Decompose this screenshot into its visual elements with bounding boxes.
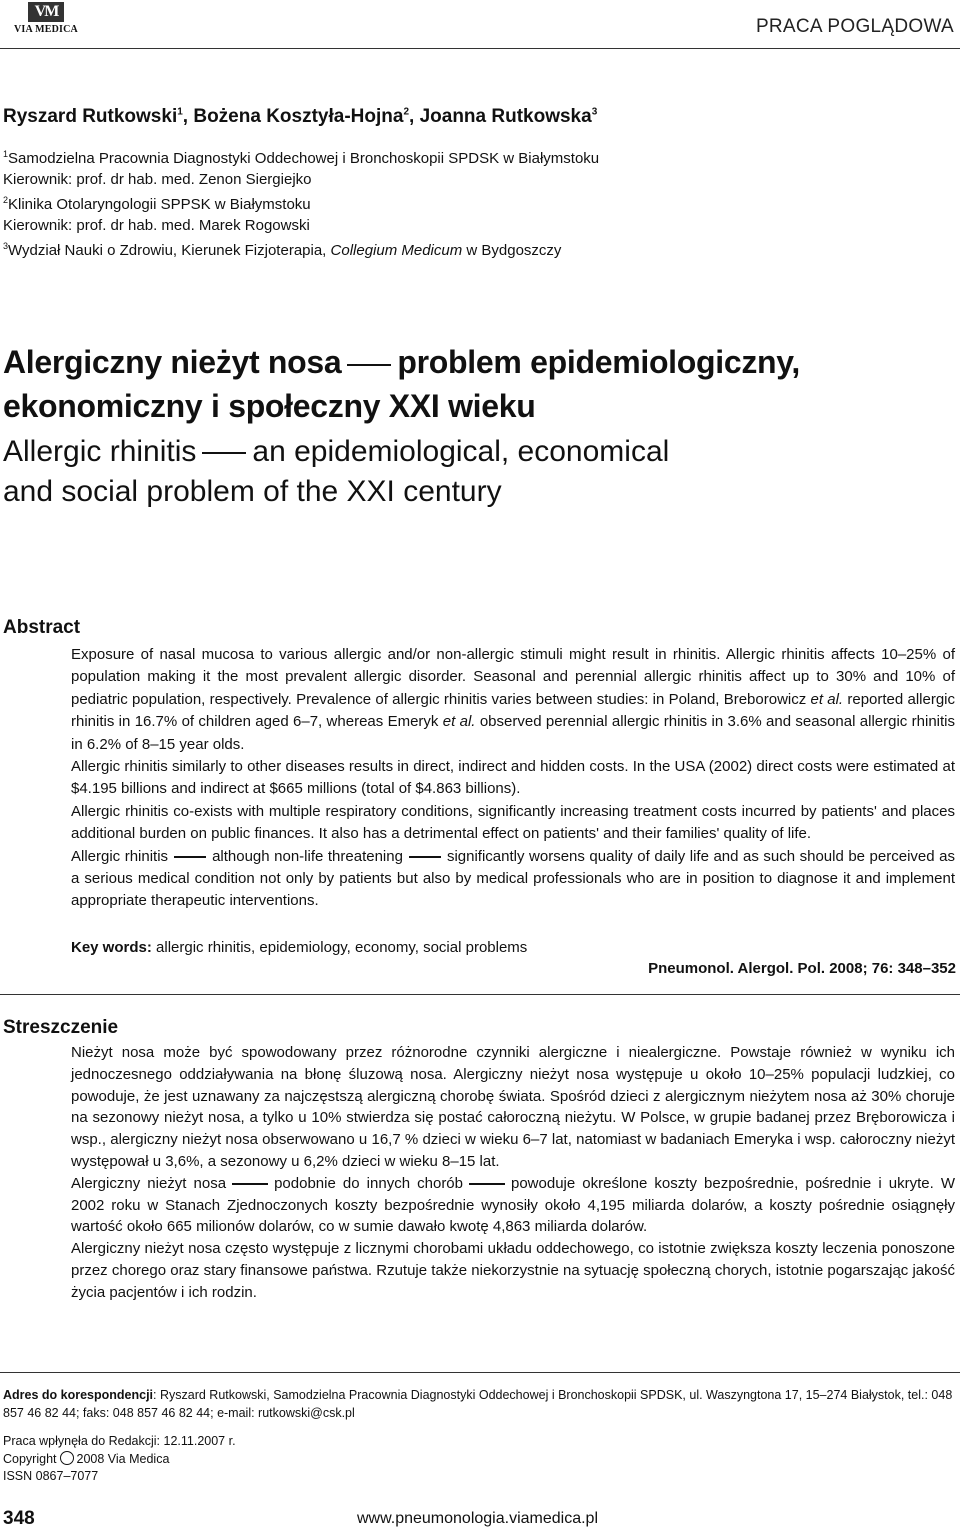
text-run: reported allergic rhinitis in 16.7% of children aged 6–7, whereas Emeryk	[71, 690, 955, 731]
copyright-line	[3, 1451, 236, 1469]
affil-sup: 2	[3, 195, 9, 205]
author-sup: 1	[177, 106, 183, 118]
correspondence-label: Adres do korespondencji	[3, 1388, 154, 1402]
title-en-line2: and social problem of the XXI century	[3, 475, 502, 508]
author-name: Bożena Kosztyła-Hojna	[193, 106, 404, 127]
title-english	[3, 432, 669, 512]
article-meta	[3, 1433, 236, 1486]
keywords	[71, 939, 527, 956]
logo-mark: VM	[28, 2, 64, 22]
title-pl-part: problem epidemiologiczny,	[397, 344, 801, 380]
text-run: significantly worsens quality of daily life and as such should be perceived as a serious medical condition not only by patients but also by medical professionals who are in position to diagnose it and implement appropriate therapeutic interventions.	[71, 847, 955, 910]
page-number: 348	[3, 1508, 35, 1529]
text-run: powoduje określone koszty bezpośrednie, pośrednie i ukryte. W 2002 roku w Stanach Zjednoczonych koszty bezpośrednie wynosiły około 4,195 miliarda dolarów, a koszty pośrednie osiągnęły wartość około 665 milionów dolarów, co w sumie dawało kwotę 4,863 miliarda dolarów.	[71, 1174, 956, 1236]
text-run: Allergic rhinitis	[71, 847, 169, 865]
keywords-label: Key words:	[71, 939, 152, 956]
title-polish	[3, 340, 800, 428]
section-rule	[0, 994, 960, 995]
text-italic: et al.	[442, 713, 476, 731]
text-run: Alergiczny nieżyt nosa	[71, 1174, 227, 1192]
text-run: Exposure of nasal mucosa to various allergic and/or non-allergic stimuli might result in rhinitis. Allergic rhinitis affects 10–25% of population making it the most prevalent allergic disorder. Seasonal and perennial allergic rhinitis affect up to 30% and 10% of pediatric population, respectively. Prevalence of allergic rhinitis varies between studies: in Poland, Breborowicz	[71, 646, 955, 708]
affil-sup: 3	[3, 241, 9, 251]
text-run: although non-life threatening	[212, 847, 403, 865]
affil-text: Klinika Otolaryngologii SPPSK w Białymstoku	[8, 196, 311, 213]
em-dash	[409, 856, 441, 858]
affil-text: Wydział Nauki o Zdrowiu, Kierunek Fizjoterapia,	[8, 242, 331, 259]
em-dash	[174, 856, 206, 858]
article-type-label: PRACA POGLĄDOWA	[755, 16, 954, 37]
affiliation-2	[3, 190, 599, 216]
via-medica-logo	[10, 2, 82, 38]
copyright-icon	[60, 1451, 74, 1465]
copyright-text: Copyright	[3, 1451, 57, 1466]
author-sep: ,	[182, 106, 194, 127]
affiliation-1	[3, 144, 599, 170]
correspondence-text: : Ryszard Rutkowski, Samodzielna Pracownia Diagnostyki Oddechowej i Bronchoskopii SPDSK, ul. Waszyngtona 17, 15–274 Białystok, tel.: 048 857 46 82 44; faks: 048 857 46 82 44; e-mail: rutkowski@csk.pl	[3, 1388, 953, 1420]
em-dash	[232, 1183, 268, 1185]
author-name: Joanna Rutkowska	[419, 106, 592, 127]
journal-citation: Pneumonol. Alergol. Pol. 2008; 76: 348–352	[648, 960, 956, 977]
title-pl-line2: ekonomiczny i społeczny XXI wieku	[3, 388, 536, 424]
author-name: Ryszard Rutkowski	[3, 106, 178, 127]
title-en-part: an epidemiological, economical	[252, 435, 670, 468]
issn: ISSN 0867–7077	[3, 1469, 99, 1483]
affiliation-2-head: Kierownik: prof. dr hab. med. Marek Rogowski	[3, 216, 310, 234]
abstract-body	[71, 644, 955, 913]
keywords-text: allergic rhinitis, epidemiology, economy, social problems	[151, 939, 528, 956]
summary-paragraph: Alergiczny nieżyt nosa często występuje z licznymi chorobami układu oddechowego, co istotnie zwiększa koszty leczenia ponoszone przez chorego oraz stary finansowe państwa. Rzutuje także niekorzystnie na sytuację społeczną chorych, istotnie pogarszając jakość życia pacjentów i ich rodzin.	[71, 1240, 955, 1301]
text-italic: et al.	[810, 690, 844, 708]
text-run: observed perennial allergic rhinitis in 3.6% and seasonal allergic rhinitis in 6.2% of 8–15 year olds.	[71, 713, 955, 753]
affiliation-3	[3, 236, 599, 262]
text-run: podobnie do innych chorób	[274, 1174, 463, 1192]
author-sep: ,	[409, 106, 420, 127]
abstract-paragraph: Allergic rhinitis co-exists with multiple respiratory conditions, significantly increasing treatment costs incurred by patients' and places additional burden on public finances. It also has a detrimental effect on patients' and their families' quality of life.	[71, 802, 955, 843]
abstract-heading: Abstract	[3, 617, 81, 638]
summary-paragraph	[71, 1173, 955, 1238]
author-sup: 2	[403, 106, 410, 118]
affil-text: Samodzielna Pracownia Diagnostyki Oddechowej i Bronchoskopii SPDSK w Białymstoku	[8, 150, 600, 167]
em-dash	[469, 1183, 505, 1185]
affiliations	[3, 144, 599, 262]
summary-body	[71, 1042, 955, 1304]
copyright-holder: 2008 Via Medica	[76, 1451, 170, 1466]
correspondence-address	[3, 1386, 957, 1422]
affiliation-1-head: Kierownik: prof. dr hab. med. Zenon Siergiejko	[3, 170, 312, 188]
affil-text: w Bydgoszczy	[462, 242, 562, 259]
header-rule	[0, 48, 960, 49]
author-sup: 3	[591, 106, 598, 118]
title-en-part: Allergic rhinitis	[3, 435, 197, 468]
footer-rule	[0, 1372, 960, 1373]
logo-text: VIA MEDICA	[14, 24, 78, 35]
em-dash	[347, 364, 391, 366]
em-dash	[202, 452, 246, 454]
title-pl-part: Alergiczny nieżyt nosa	[3, 344, 342, 380]
authors-line	[3, 106, 597, 128]
summary-paragraph: Nieżyt nosa może być spowodowany przez różnorodne czynniki alergiczne i niealergiczne. Powstaje również w wyniku ich jednoczesnego oddziaływania na błonę śluzową nosa. Alergiczny nieżyt nosa występuje u około 10–25% populacji ludzkiej, co powoduje, że jest uznawany za najczęstszą alergiczną chorobę świata. Spośród dzieci z alergicznym nieżytem nosa aż 30% choruje na sezonowy nieżyt nosa, a tylko u 10% stwierdza się postać całoroczną nieżytu. W Polsce, w grupie badanej przez Bręborowicza i wsp., alergiczny nieżyt nosa obserwowano u 16,7 % dzieci w wieku 6–7 lat, natomiast w badaniach Emeryka i wsp. całoroczny nieżyt występował u 3,6%, a sezonowy u 6,2% dzieci w wieku 8–15 lat.	[71, 1044, 955, 1170]
affil-sup: 1	[3, 149, 9, 159]
received-date: Praca wpłynęła do Redakcji: 12.11.2007 r.	[3, 1434, 236, 1448]
summary-heading: Streszczenie	[3, 1017, 119, 1038]
affil-italic: Collegium Medicum	[330, 242, 463, 259]
abstract-paragraph: Allergic rhinitis similarly to other diseases results in direct, indirect and hidden costs. In the USA (2002) direct costs were estimated at $4.195 billions and indirect at $665 millions (total of $4.863 billions).	[71, 758, 955, 798]
abstract-paragraph	[71, 644, 955, 756]
abstract-paragraph	[71, 846, 955, 913]
journal-website[interactable]: www.pneumonologia.viamedica.pl	[356, 1510, 598, 1527]
